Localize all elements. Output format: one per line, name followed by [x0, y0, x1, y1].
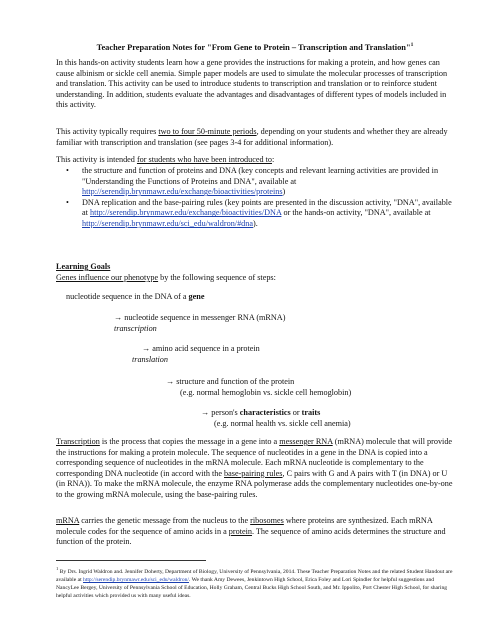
traits-example: (e.g. normal health vs. sickle cell anemia) — [214, 419, 351, 428]
footnote-ref[interactable]: 1 — [410, 42, 414, 48]
bullet-icon: • — [66, 197, 69, 207]
structure-example: (e.g. normal hemoglobin vs. sickle cell hemoglobin) — [180, 388, 352, 397]
time-paragraph: This activity typically requires two to four 50-minute periods, depending on your students and whether they are already familiar with transcription and translation (see pages 3-4 for additional information). — [56, 127, 448, 147]
waldron-link[interactable]: http://serendip.brynmawr.edu/sci_edu/waldron/ — [83, 576, 189, 583]
learning-goals-heading: Learning Goals — [56, 262, 111, 271]
bullet-icon: • — [66, 166, 69, 175]
dna-discussion-link[interactable]: http://serendip.brynmawr.edu/exchange/bioactivities/DNA — [89, 208, 282, 218]
transcription-label: transcription — [114, 324, 157, 333]
sequence-step-protein: → amino acid sequence in a protein — [142, 344, 260, 353]
arrow-icon: → — [201, 408, 210, 417]
mrna-paragraph: mRNA carries the genetic message from the nucleus to the ribosomes where proteins are synthesized. Each mRNA molecule codes for the sequence of amino acids in a protein. The sequence of amino acids determines the structure and function of the protein. — [56, 516, 446, 547]
transcription-paragraph: Transcription is the process that copies the message in a gene into a messenger RNA (mRNA) molecule that will provide the instructions for making a protein molecule. The sequence of nucleotides in a gene in the DNA is copied into a corresponding sequence of nucleotides in the mRNA molecule. Each mRNA nucleotide is complementary to the corresponding DNA nucleotide (in accord with the base-pairing rules, C pairs with G and A pairs with T (in DNA) or U (in RNA)). To make the mRNA molecule, the enzyme RNA polymerase adds the complementary nucleotides one-by-one to the growing mRNA molecule, using the base-pairing rules. — [56, 437, 453, 499]
prerequisite-list — [56, 166, 454, 230]
arrow-icon: → — [142, 344, 151, 353]
list-item: • DNA replication and the base-pairing rules (key points are presented in the discussion activity, "DNA", available at http://serendip.brynmawr.edu/exchange/bioactivities/DNA or the hands-on activity, "DNA", available at http://serendip.brynmawr.edu/sci_edu/waldron/#dna). — [66, 197, 452, 228]
footnote: $^1$ By Drs. Ingrid Waldron and. Jennifer Doherty, Department of Biology, University of Pennsylvania, 2014. These Teacher Preparation Notes and the related Student Handout are available at http://serendip.brynmawr.edu/sci_edu/waldron/. We thank Amy Dewees, Jenkintown High School, Erica Foley and Lori Spindler for helpful suggestions and NancyLee Bergey, University of Pennsylvania School of Education, Holly Graham, Central Bucks High School South, and Mr. Ippolito, Port Chester High School, for sharing helpful activities which provided us with many useful ideas. — [56, 566, 453, 599]
sequence-step-traits: → person's characteristics or traits — [201, 408, 321, 417]
intended-paragraph: This activity is intended for students who have been introduced to: — [56, 155, 275, 164]
translation-label: translation — [132, 355, 168, 364]
dna-hands-on-link[interactable]: http://serendip.brynmawr.edu/sci_edu/waldron/#dna — [82, 218, 253, 228]
sequence-step-mrna: → nucleotide sequence in messenger RNA (mRNA) — [114, 313, 286, 322]
sequence-step-dna: nucleotide sequence in the DNA of a gene — [66, 292, 205, 301]
arrow-icon: → — [166, 377, 175, 386]
footnote-divider — [56, 560, 206, 561]
proteins-link[interactable]: http://serendip.brynmawr.edu/exchange/bioactivities/proteins — [82, 187, 283, 197]
page-title: Teacher Preparation Notes for "From Gene to Protein – Transcription and Translation"$^1$ — [96, 42, 414, 52]
sequence-step-structure: → structure and function of the protein — [166, 377, 295, 386]
list-item: • the structure and function of proteins and DNA (key concepts and relevant learning activities are provided in "Understanding the Functions of Proteins and DNA", available at http://serendip.brynmawr.edu/exchange/bioactivities/proteins) — [66, 166, 439, 197]
intro-paragraph: In this hands-on activity students learn how a gene provides the instructions for making a protein, and how genes can cause albinism or sickle cell anemia. Simple paper models are used to simulate the molecular processes of transcription and translation. This activity can be used to introduce students to transcription and translation or to reinforce student understanding. In addition, students evaluate the advantages and disadvantages of different types of models included in this activity. — [56, 58, 448, 110]
goals-intro: Genes influence our phenotype by the following sequence of steps: — [56, 273, 276, 282]
arrow-icon: → — [114, 313, 123, 322]
